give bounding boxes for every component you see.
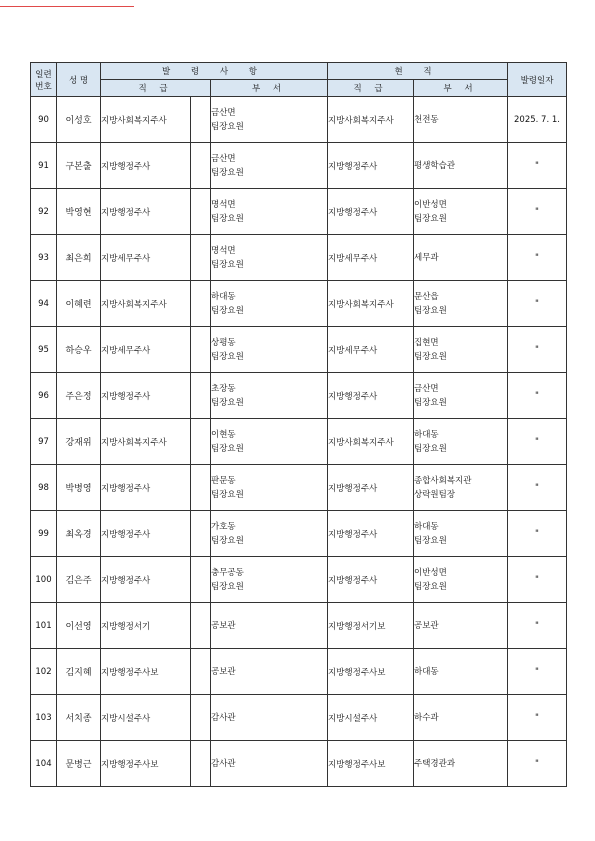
new-dept-line: 팀장요원 [211, 167, 244, 178]
new-dept-line: 공보관 [211, 666, 236, 677]
spacer-cell [191, 235, 211, 281]
current-dept-line: 금산면 [414, 383, 439, 394]
current-dept-line: 팀장요원 [414, 581, 447, 592]
new-dept-line: 금산면 [211, 107, 236, 118]
serial-number-header: 일련 번호 [31, 63, 57, 97]
spacer-cell [191, 97, 211, 143]
new-grade: 지방행정주사 [101, 465, 191, 511]
current-grade: 지방사회복지주사 [328, 281, 414, 327]
order-date: " [508, 281, 567, 327]
new-dept [211, 189, 328, 235]
table-row [31, 557, 567, 603]
new-dept-line: 가호동 [211, 521, 236, 532]
current-grade: 지방행정주사 [328, 189, 414, 235]
person-name: 하승우 [57, 327, 101, 373]
red-rule-line [0, 6, 134, 7]
new-dept [211, 557, 328, 603]
serial-number: 104 [31, 741, 57, 787]
order-date: " [508, 649, 567, 695]
current-grade: 지방세무주사 [328, 235, 414, 281]
serial-number: 102 [31, 649, 57, 695]
new-dept [211, 741, 328, 787]
name-header: 성 명 [57, 63, 101, 97]
current-dept [414, 419, 508, 465]
new-dept-line: 이현동 [211, 429, 236, 440]
order-date: " [508, 695, 567, 741]
person-name: 박영현 [57, 189, 101, 235]
table-row [31, 235, 567, 281]
new-dept-line: 팀장요원 [211, 581, 244, 592]
table-row [31, 603, 567, 649]
new-dept-line: 팀장요원 [211, 535, 244, 546]
new-dept-line: 충무공동 [211, 567, 244, 578]
spacer-cell [191, 281, 211, 327]
order-details-header: 발 령 사 항 [101, 63, 328, 80]
current-grade: 지방사회복지주사 [328, 97, 414, 143]
new-dept [211, 235, 328, 281]
new-grade: 지방행정주사 [101, 189, 191, 235]
current-dept-line: 팀장요원 [414, 535, 447, 546]
table-row [31, 741, 567, 787]
new-dept [211, 373, 328, 419]
new-grade: 지방행정주사 [101, 143, 191, 189]
new-dept-line: 팀장요원 [211, 305, 244, 316]
new-dept-line: 팀장요원 [211, 351, 244, 362]
spacer-cell [191, 327, 211, 373]
spacer-cell [191, 419, 211, 465]
current-dept [414, 97, 508, 143]
new-grade: 지방시설주사 [101, 695, 191, 741]
new-dept-line: 판문동 [211, 475, 236, 486]
current-grade: 지방사회복지주사 [328, 419, 414, 465]
new-dept-header: 부 서 [211, 80, 328, 97]
current-dept-line: 이반성면 [414, 199, 447, 210]
new-dept [211, 419, 328, 465]
new-dept-line: 금산면 [211, 153, 236, 164]
new-grade: 지방행정주사 [101, 511, 191, 557]
serial-number: 90 [31, 97, 57, 143]
new-grade: 지방사회복지주사 [101, 97, 191, 143]
table-row [31, 281, 567, 327]
current-dept-line: 팀장요원 [414, 397, 447, 408]
current-grade: 지방행정주사 [328, 373, 414, 419]
spacer-cell [191, 189, 211, 235]
order-date: 2025. 7. 1. [508, 97, 567, 143]
table-row [31, 465, 567, 511]
order-date: " [508, 373, 567, 419]
serial-number: 92 [31, 189, 57, 235]
current-dept-line: 세무과 [414, 252, 439, 263]
new-dept-line: 상평동 [211, 337, 236, 348]
current-dept [414, 235, 508, 281]
serial-number: 101 [31, 603, 57, 649]
new-dept [211, 511, 328, 557]
order-date: " [508, 327, 567, 373]
new-grade: 지방행정주사 [101, 557, 191, 603]
table-body [31, 97, 567, 787]
order-date: " [508, 189, 567, 235]
table-row [31, 189, 567, 235]
current-grade: 지방시설주사 [328, 695, 414, 741]
new-grade: 지방세무주사 [101, 327, 191, 373]
spacer-cell [191, 603, 211, 649]
order-date: " [508, 741, 567, 787]
serial-number: 103 [31, 695, 57, 741]
current-dept [414, 649, 508, 695]
serial-number: 95 [31, 327, 57, 373]
new-grade: 지방행정주사보 [101, 741, 191, 787]
new-grade-header: 직 급 [101, 80, 211, 97]
current-dept-line: 평생학습관 [414, 160, 456, 171]
current-dept [414, 373, 508, 419]
new-dept [211, 695, 328, 741]
person-name: 구본출 [57, 143, 101, 189]
spacer-cell [191, 143, 211, 189]
new-dept-line: 초장동 [211, 383, 236, 394]
person-name: 최옥경 [57, 511, 101, 557]
new-grade: 지방행정서기 [101, 603, 191, 649]
current-dept [414, 603, 508, 649]
serial-number: 98 [31, 465, 57, 511]
serial-number: 94 [31, 281, 57, 327]
current-grade-header: 직 급 [328, 80, 414, 97]
order-date-header: 발령일자 [508, 63, 567, 97]
spacer-cell [191, 511, 211, 557]
spacer-cell [191, 649, 211, 695]
new-dept-line: 공보관 [211, 620, 236, 631]
person-name: 이혜련 [57, 281, 101, 327]
person-name: 이성호 [57, 97, 101, 143]
current-dept-line: 팀장요원 [414, 305, 447, 316]
current-dept [414, 189, 508, 235]
current-dept [414, 281, 508, 327]
spacer-cell [191, 557, 211, 603]
new-dept [211, 649, 328, 695]
new-dept [211, 143, 328, 189]
serial-number: 99 [31, 511, 57, 557]
current-dept-line: 팀장요원 [414, 443, 447, 454]
table-row [31, 511, 567, 557]
current-grade: 지방행정주사보 [328, 741, 414, 787]
current-dept-line: 팀장요원 [414, 213, 447, 224]
serial-number: 97 [31, 419, 57, 465]
new-grade: 지방사회복지주사 [101, 419, 191, 465]
new-dept-line: 명석면 [211, 199, 236, 210]
new-dept [211, 97, 328, 143]
person-name: 김지혜 [57, 649, 101, 695]
current-grade: 지방행정주사 [328, 465, 414, 511]
table-row [31, 419, 567, 465]
serial-number: 100 [31, 557, 57, 603]
current-dept-line: 하대동 [414, 429, 439, 440]
order-date: " [508, 603, 567, 649]
new-dept-line: 하대동 [211, 291, 236, 302]
current-position-header: 현 직 [328, 63, 508, 80]
new-dept-line: 명석면 [211, 245, 236, 256]
table-row [31, 143, 567, 189]
person-name: 이선영 [57, 603, 101, 649]
new-dept-line: 팀장요원 [211, 397, 244, 408]
person-name: 주은정 [57, 373, 101, 419]
table-row [31, 327, 567, 373]
table-row [31, 695, 567, 741]
current-dept [414, 511, 508, 557]
current-dept [414, 695, 508, 741]
current-dept-line: 팀장요원 [414, 351, 447, 362]
new-dept-line: 감사관 [211, 758, 236, 769]
current-dept-line: 천전동 [414, 114, 439, 125]
spacer-cell [191, 373, 211, 419]
table-row [31, 97, 567, 143]
order-date: " [508, 419, 567, 465]
new-dept-line: 팀장요원 [211, 259, 244, 270]
order-date: " [508, 511, 567, 557]
spacer-cell [191, 741, 211, 787]
current-dept-line: 주택경관과 [414, 758, 456, 769]
current-grade: 지방행정주사 [328, 557, 414, 603]
order-date: " [508, 235, 567, 281]
current-dept-line: 이반성면 [414, 567, 447, 578]
new-dept [211, 281, 328, 327]
current-dept-line: 하대동 [414, 666, 439, 677]
new-dept [211, 327, 328, 373]
person-name: 서치종 [57, 695, 101, 741]
serial-number: 96 [31, 373, 57, 419]
new-grade: 지방행정주사 [101, 373, 191, 419]
new-grade: 지방행정주사보 [101, 649, 191, 695]
current-dept-line: 하수과 [414, 712, 439, 723]
person-name: 최은희 [57, 235, 101, 281]
current-dept-line: 하대동 [414, 521, 439, 532]
spacer-cell [191, 465, 211, 511]
current-dept [414, 557, 508, 603]
new-dept-line: 팀장요원 [211, 489, 244, 500]
table-row [31, 373, 567, 419]
serial-number: 93 [31, 235, 57, 281]
new-dept [211, 603, 328, 649]
current-dept-header: 부 서 [414, 80, 508, 97]
spacer-cell [191, 695, 211, 741]
current-grade: 지방행정주사 [328, 143, 414, 189]
new-dept [211, 465, 328, 511]
new-dept-line: 팀장요원 [211, 213, 244, 224]
current-dept [414, 741, 508, 787]
current-dept-line: 집현면 [414, 337, 439, 348]
current-dept [414, 143, 508, 189]
current-grade: 지방행정서기보 [328, 603, 414, 649]
new-dept-line: 팀장요원 [211, 443, 244, 454]
current-dept-line: 문산읍 [414, 291, 439, 302]
current-grade: 지방행정주사보 [328, 649, 414, 695]
new-grade: 지방사회복지주사 [101, 281, 191, 327]
new-dept-line: 팀장요원 [211, 121, 244, 132]
current-grade: 지방세무주사 [328, 327, 414, 373]
current-dept-line: 공보관 [414, 620, 439, 631]
current-dept [414, 327, 508, 373]
serial-number: 91 [31, 143, 57, 189]
current-dept-line: 종합사회복지관 [414, 475, 472, 486]
current-grade: 지방행정주사 [328, 511, 414, 557]
person-name: 문병근 [57, 741, 101, 787]
order-date: " [508, 465, 567, 511]
new-dept-line: 감사관 [211, 712, 236, 723]
personnel-order-table [30, 62, 567, 787]
person-name: 강재위 [57, 419, 101, 465]
person-name: 박병영 [57, 465, 101, 511]
order-date: " [508, 557, 567, 603]
person-name: 김은주 [57, 557, 101, 603]
table-row [31, 649, 567, 695]
order-date: " [508, 143, 567, 189]
current-dept-line: 상락원팀장 [414, 489, 456, 500]
new-grade: 지방세무주사 [101, 235, 191, 281]
current-dept [414, 465, 508, 511]
